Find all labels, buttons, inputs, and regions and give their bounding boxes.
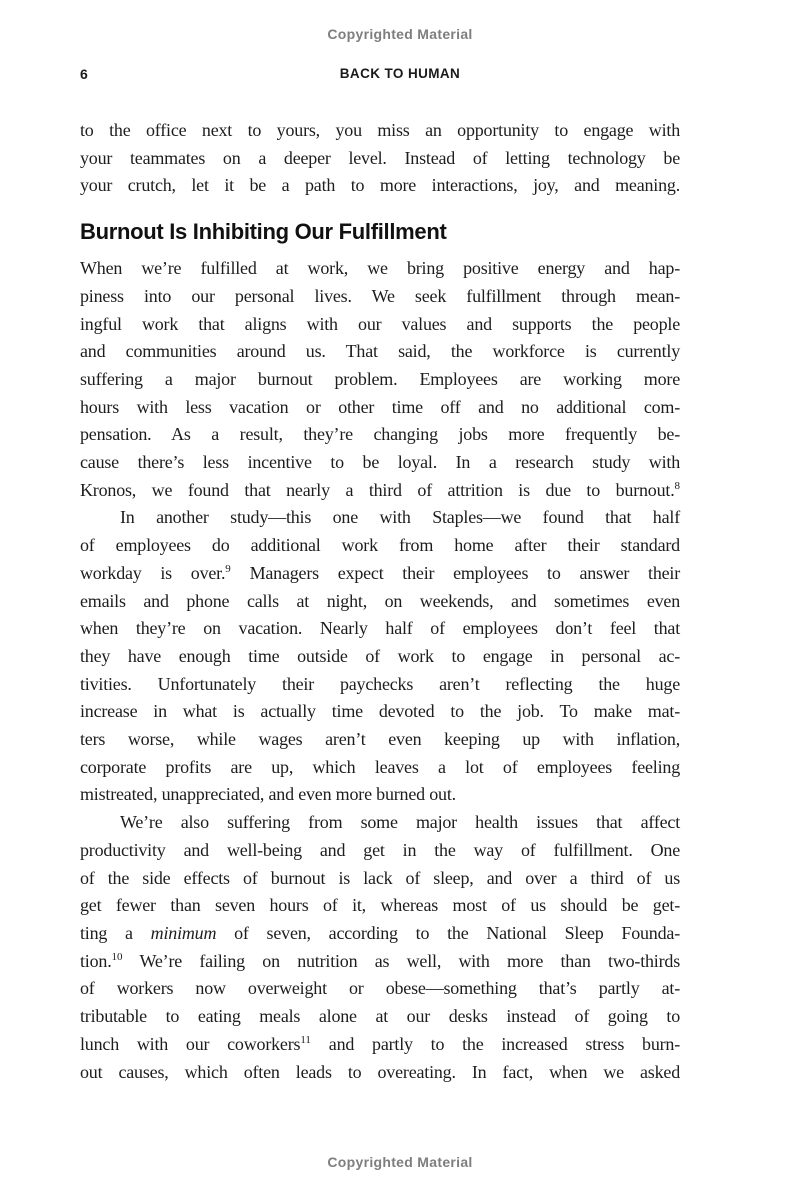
text-run: When we’re fulfilled at work, we bring positive energy and hap- <box>80 258 680 279</box>
text-run: to the office next to yours, you miss an opportunity to engage with <box>80 120 680 140</box>
text-line <box>80 615 680 643</box>
text-run: your teammates on a deeper level. Instead of letting technology be <box>80 147 680 168</box>
text-run: corporate profits are up, which leaves a lot of employees feeling <box>80 756 680 777</box>
text-run: In another study—this one with Staples—we found that half <box>120 507 680 528</box>
paragraph <box>80 117 680 200</box>
text-run: they have enough time outside of work to engage in personal ac- <box>80 645 680 666</box>
text-line <box>80 394 680 422</box>
text-line <box>80 671 680 699</box>
text-line <box>80 338 680 366</box>
text-line <box>80 421 680 449</box>
text-line <box>80 837 680 865</box>
text-run: hours with less vacation or other time off and no additional com- <box>80 396 680 417</box>
footnote-reference: 9 <box>225 562 231 575</box>
text-run: of seven, according to the National Sleep Founda- <box>216 922 680 943</box>
text-run: and partly to the increased stress burn- <box>310 1033 681 1054</box>
text-run: tivities. Unfortunately their paychecks aren’t reflecting the huge <box>80 673 680 694</box>
italic-text: minimum <box>150 922 217 943</box>
text-line <box>80 504 680 532</box>
text-line <box>80 560 680 588</box>
running-header-title: BACK TO HUMAN <box>339 66 461 81</box>
text-line <box>80 172 680 200</box>
text-run: your crutch, let it be a path to more interactions, joy, and meaning. <box>80 175 680 196</box>
text-line <box>80 892 680 920</box>
footnote-reference: 8 <box>674 479 680 492</box>
text-line <box>80 781 680 809</box>
text-run: emails and phone calls at night, on weekends, and sometimes even <box>80 590 680 611</box>
text-run: of employees do additional work from home after their standard <box>80 535 680 556</box>
paragraph <box>80 504 680 809</box>
text-line <box>80 948 680 976</box>
text-line <box>80 726 680 754</box>
text-run: mistreated, unappreciated, and even more burned out. <box>80 784 456 805</box>
text-run: ingful work that aligns with our values and supports the people <box>80 313 680 334</box>
text-line <box>80 975 680 1003</box>
text-line <box>80 698 680 726</box>
text-line <box>80 754 680 782</box>
text-line <box>80 283 680 311</box>
text-line <box>80 366 680 394</box>
text-run: get fewer than seven hours of it, whereas most of us should be get- <box>80 895 680 916</box>
text-run: Managers expect their employees to answer their <box>230 562 681 583</box>
text-run: workday is over. <box>80 562 226 583</box>
text-run: We’re also suffering from some major health issues that affect <box>120 812 680 833</box>
text-line <box>80 145 680 173</box>
text-run: cause there’s less incentive to be loyal. In a research study with <box>80 452 680 473</box>
text-line <box>80 588 680 616</box>
text-run: productivity and well-being and get in the way of fulfillment. One <box>80 839 680 860</box>
text-run: suffering a major burnout problem. Employees are working more <box>80 368 680 389</box>
paragraph <box>80 255 680 504</box>
text-line <box>80 255 680 283</box>
text-line <box>80 1031 680 1059</box>
paragraph <box>80 809 680 1086</box>
text-line <box>80 643 680 671</box>
text-line <box>80 1003 680 1031</box>
text-run: tion. <box>80 950 112 971</box>
text-run: when they’re on vacation. Nearly half of employees don’t feel that <box>80 618 680 639</box>
text-run: piness into our personal lives. We seek fulfillment through mean- <box>80 285 680 306</box>
text-line <box>80 117 680 145</box>
text-run: lunch with our coworkers <box>80 1033 301 1054</box>
text-line <box>80 809 680 837</box>
text-run: increase in what is actually time devoted to the job. To make mat- <box>80 701 680 722</box>
text-run: of the side effects of burnout is lack of sleep, and over a third of us <box>80 867 680 888</box>
text-line <box>80 449 680 477</box>
text-line <box>80 532 680 560</box>
copyright-notice-bottom: Copyrighted Material <box>327 1154 473 1170</box>
running-header <box>80 66 720 81</box>
page-body <box>80 117 680 1086</box>
text-run: tributable to eating meals alone at our desks instead of going to <box>80 1006 680 1027</box>
text-run: of workers now overweight or obese—something that’s partly at- <box>80 978 680 999</box>
text-run: and communities around us. That said, the workforce is currently <box>80 341 680 362</box>
text-line <box>80 477 680 505</box>
text-line <box>80 311 680 339</box>
text-line <box>80 1059 680 1087</box>
text-run: We’re failing on nutrition as well, with more than two-thirds <box>122 950 680 971</box>
text-line <box>80 865 680 893</box>
text-run: pensation. As a result, they’re changing jobs more frequently be- <box>80 424 680 445</box>
text-run: ting a <box>80 922 151 943</box>
text-run: out causes, which often leads to overeating. In fact, when we asked <box>80 1061 680 1082</box>
text-line <box>80 920 680 948</box>
text-run: Kronos, we found that nearly a third of attrition is due to burnout. <box>80 479 675 500</box>
footnote-reference: 11 <box>300 1033 311 1046</box>
text-run: ters worse, while wages aren’t even keeping up with inflation, <box>80 729 680 750</box>
section-heading: Burnout Is Inhibiting Our Fulfillment <box>80 219 447 245</box>
footnote-reference: 10 <box>111 950 123 963</box>
page-number: 6 <box>80 66 88 82</box>
copyright-notice-top: Copyrighted Material <box>327 26 473 42</box>
